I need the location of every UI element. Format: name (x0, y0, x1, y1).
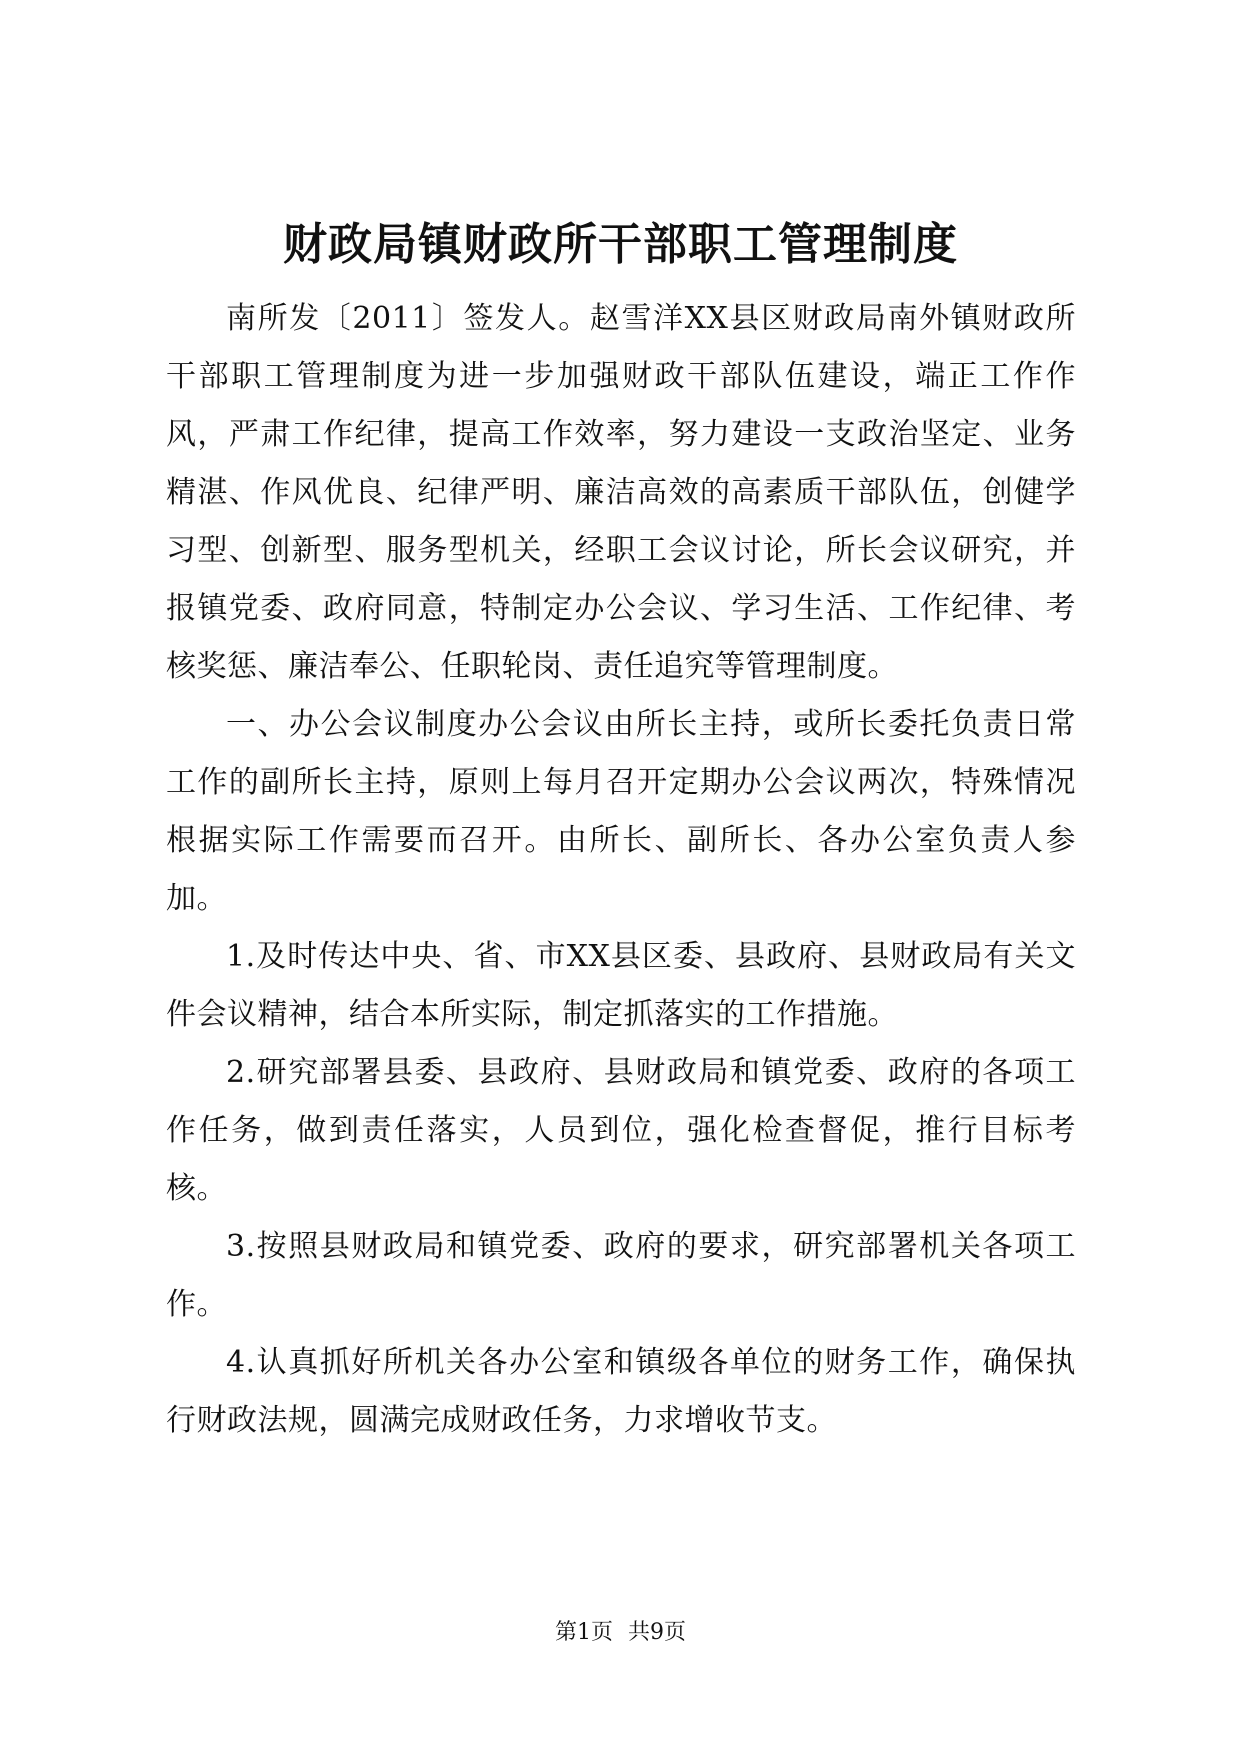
page-total: 共9页 (628, 1620, 686, 1645)
paragraph-intro: 南所发〔2011〕签发人。赵雪洋XX县区财政局南外镇财政所干部职工管理制度为进一步加强财政干部队伍建设，端正工作作风，严肃工作纪律，提高工作效率，努力建设一支政治坚定、业务精湛、作风优良、纪律严明、廉洁高效的高素质干部队伍，创健学习型、创新型、服务型机关，经职工会议讨论，所长会议研究，并报镇党委、政府同意，特制定办公会议、学习生活、工作纪律、考核奖惩、廉洁奉公、任职轮岗、责任追究等管理制度。 (166, 301, 1076, 684)
paragraph-item-4: 4.认真抓好所机关各办公室和镇级各单位的财务工作，确保执行财政法规，圆满完成财政任务，力求增收节支。 (166, 1345, 1076, 1438)
document-title: 财政局镇财政所干部职工管理制度 (283, 219, 958, 270)
paragraph-section-1: 一、办公会议制度办公会议由所长主持，或所长委托负责日常工作的副所长主持，原则上每月召开定期办公会议两次，特殊情况根据实际工作需要而召开。由所长、副所长、各办公室负责人参加。 (166, 707, 1076, 916)
page-number: 第1页 (555, 1620, 613, 1645)
paragraph-item-1: 1.及时传达中央、省、市XX县区委、县政府、县财政局有关文件会议精神，结合本所实际，制定抓落实的工作措施。 (166, 939, 1076, 1032)
paragraph-item-2: 2.研究部署县委、县政府、县财政局和镇党委、政府的各项工作任务，做到责任落实，人员到位，强化检查督促，推行目标考核。 (166, 1055, 1076, 1206)
document-body (166, 290, 1076, 1450)
paragraph-item-3: 3.按照县财政局和镇党委、政府的要求，研究部署机关各项工作。 (166, 1229, 1076, 1322)
page-footer (0, 1618, 1241, 1648)
